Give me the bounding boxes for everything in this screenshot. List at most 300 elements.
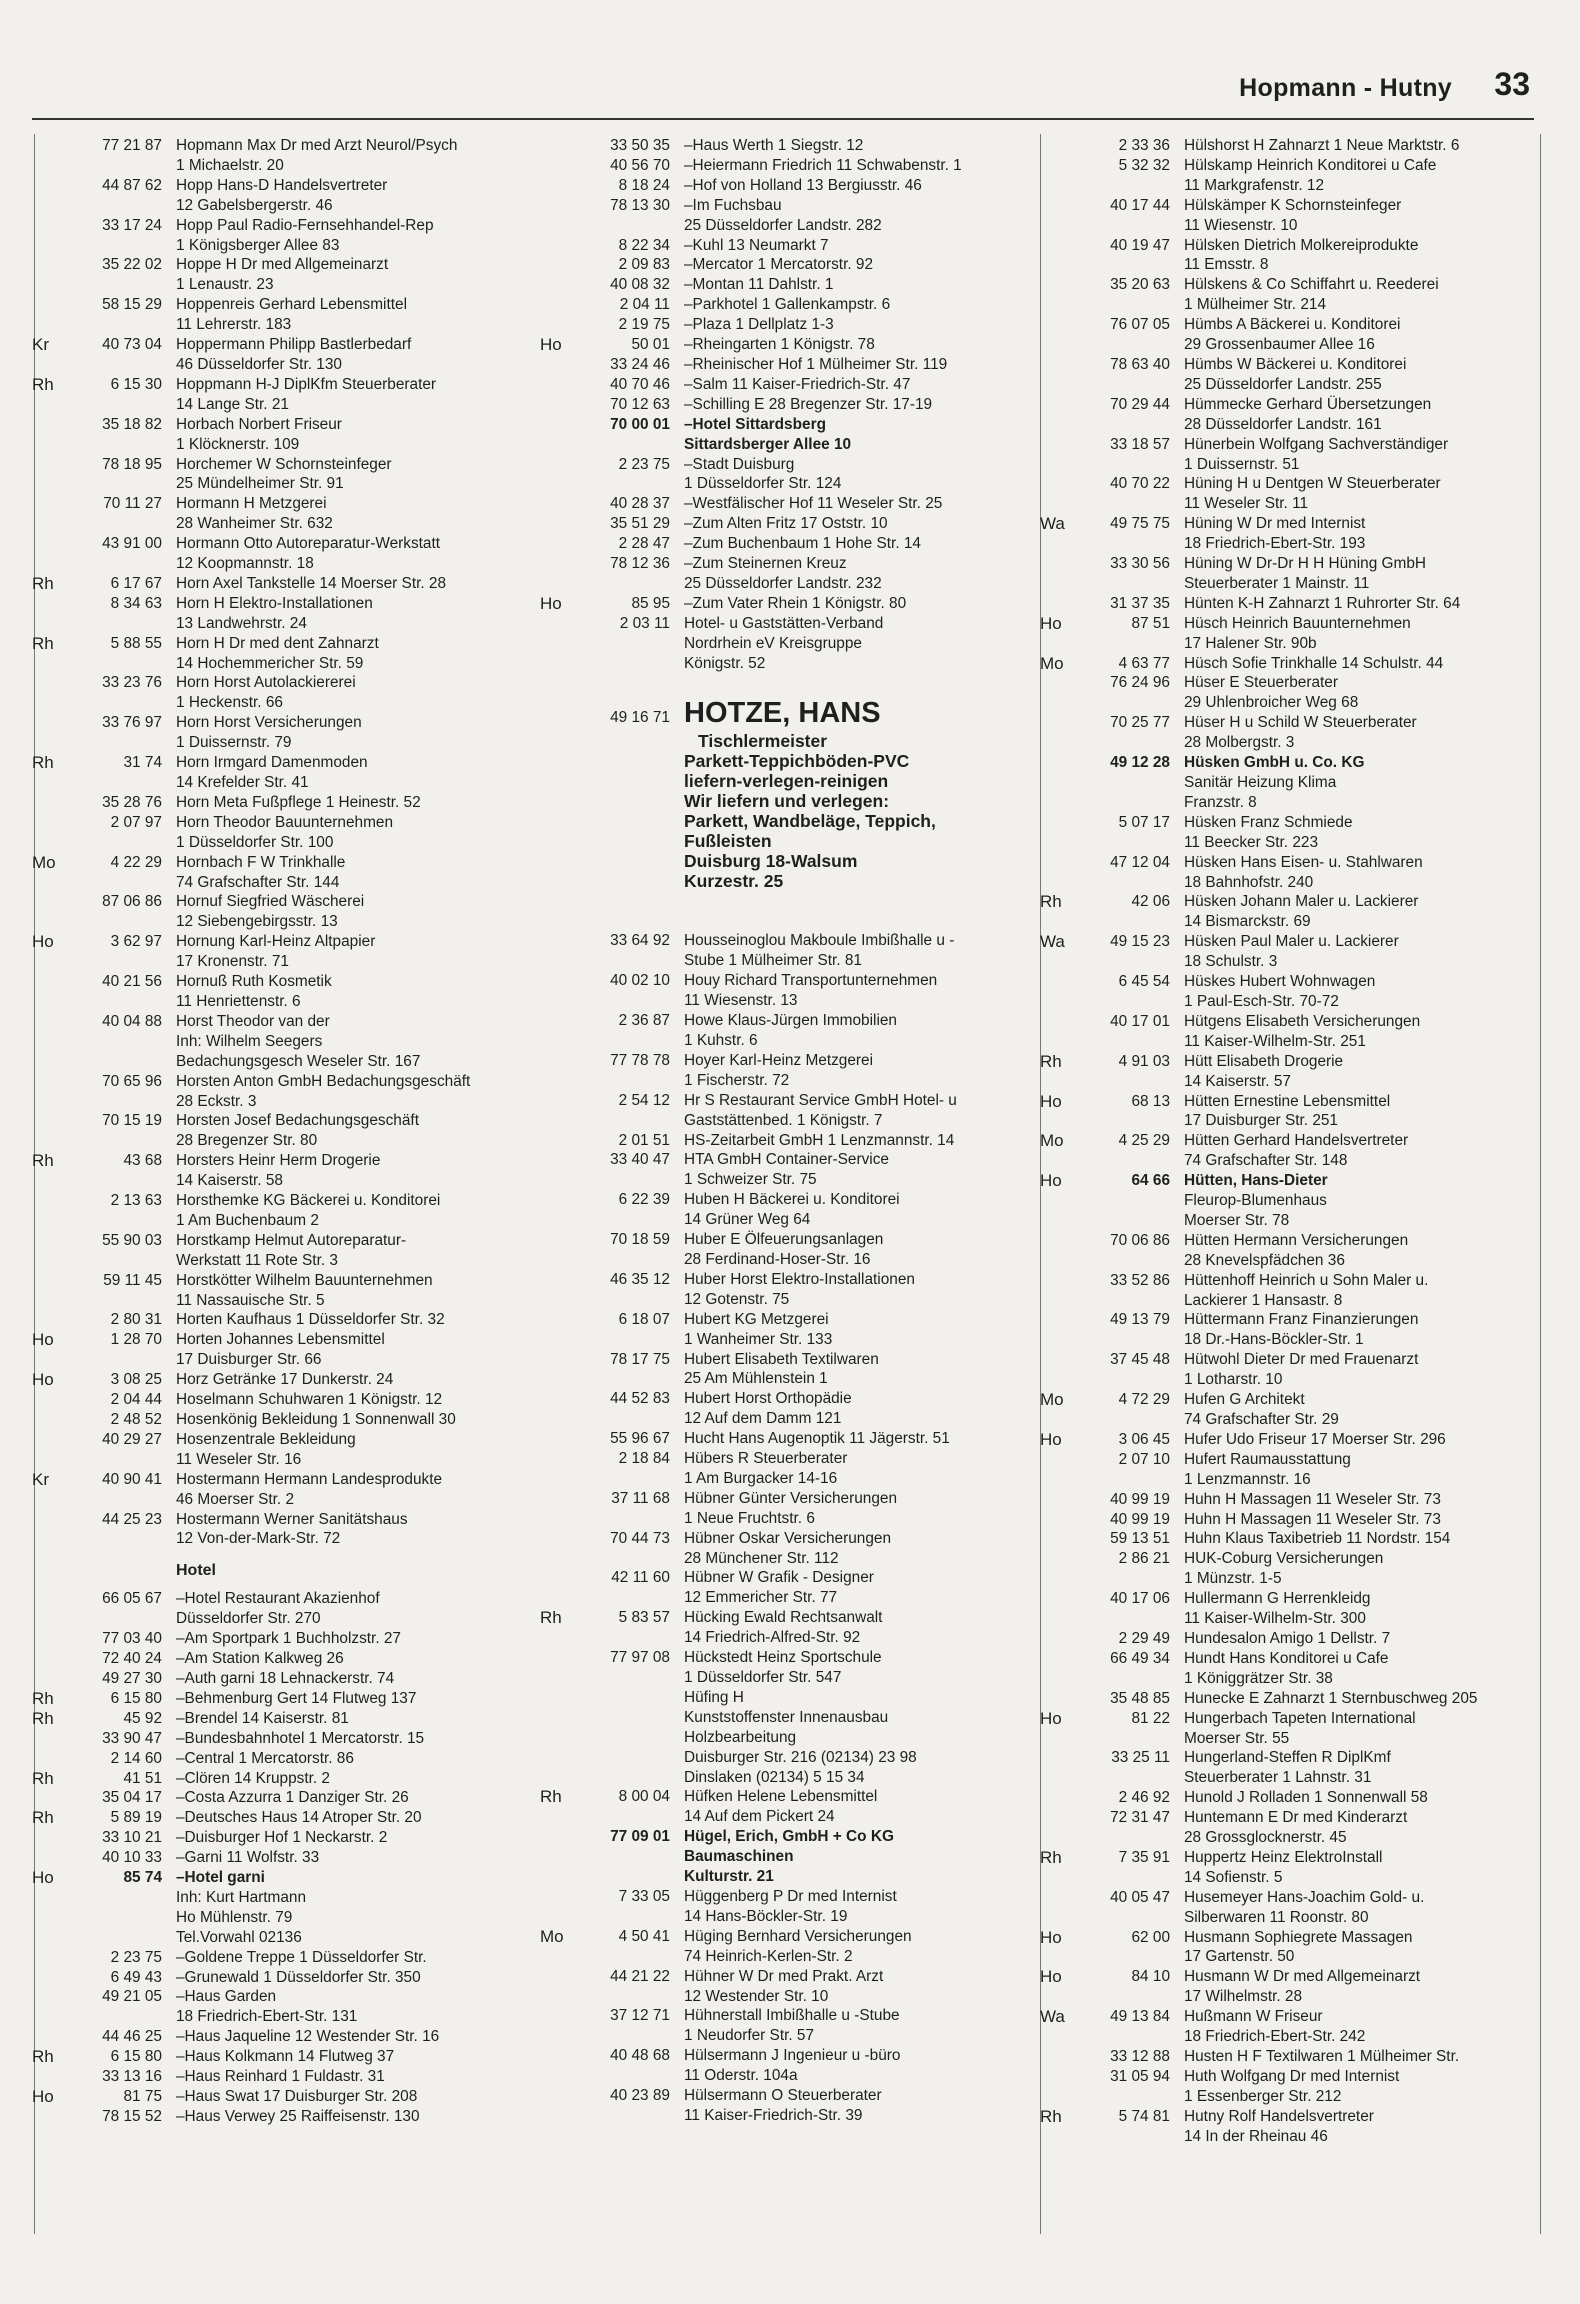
entry-text: –Heiermann Friedrich 11 Schwabenstr. 1: [684, 156, 962, 174]
phone-number: 2 07 10: [1118, 1450, 1170, 1468]
directory-entry: [32, 853, 520, 893]
phone-number: 49 13 79: [1110, 1311, 1170, 1329]
district-code: [540, 1389, 572, 1429]
page-header: [32, 60, 1534, 120]
directory-entry: [1040, 1430, 1528, 1450]
district-code: Rh: [32, 753, 54, 773]
directory-entry: [540, 375, 1028, 395]
entry-text: –Bundesbahnhotel 1 Mercatorstr. 15: [176, 1729, 425, 1747]
phone-number: 40 17 44: [1110, 196, 1170, 214]
phone-number: 66 49 34: [1110, 1649, 1170, 1667]
phone-number: 6 22 39: [618, 1191, 670, 1209]
phone-number: 2 14 60: [110, 1749, 162, 1767]
entry-text: –Am Station Kalkweg 26: [176, 1650, 344, 1668]
phone-number: 41 51: [123, 1769, 162, 1787]
directory-entry: [540, 455, 1028, 495]
directory-entry: [1040, 2047, 1528, 2067]
phone-number: 35 51 29: [610, 515, 670, 533]
phone-number: 70 06 86: [1110, 1231, 1170, 1249]
entry-text: –Grunewald 1 Düsseldorfer Str. 350: [176, 1968, 421, 1986]
district-code: Ho: [1040, 1927, 1062, 1947]
phone-number: 1 28 70: [110, 1331, 162, 1349]
phone-number: 49 75 75: [1110, 515, 1170, 533]
entry-text: Hühnerstall Imbißhalle u -Stube 1 Neudorfer Str. 57: [684, 2007, 900, 2045]
district-code: [1040, 315, 1072, 355]
directory-entry: [1040, 594, 1528, 614]
district-code: [540, 1230, 572, 1270]
district-code: [540, 156, 572, 176]
directory-entry: [1040, 1709, 1528, 1749]
entry-text: Hüfing H Kunststoffenster Innenausbau Holzbearbeitung Duisburger Str. 216 (02134) 23 98 Dinslaken (02134) 5 15 34: [684, 1688, 917, 1786]
entry-text: –Stadt Duisburg 1 Düsseldorfer Str. 124: [684, 455, 842, 493]
phone-number: 37 45 48: [1110, 1351, 1170, 1369]
directory-entry: [1040, 1848, 1528, 1888]
district-code: [1040, 1450, 1072, 1490]
directory-entry: [540, 1091, 1028, 1131]
entry-text: Horsten Josef Bedachungsgeschäft 28 Bregenzer Str. 80: [176, 1112, 419, 1150]
directory-entry: [540, 1489, 1028, 1529]
entry-text: Horn Theodor Bauunternehmen 1 Düsseldorfer Str. 100: [176, 813, 394, 851]
directory-entry: [540, 1927, 1028, 1967]
district-code: Kr: [32, 335, 49, 355]
entry-text: Hüser E Steuerberater 29 Uhlenbroicher Weg 68: [1184, 674, 1359, 712]
directory-entry: [540, 1310, 1028, 1350]
phone-number: 70 44 73: [610, 1529, 670, 1547]
entry-text: Hülsken Dietrich Molkereiprodukte 11 Emsstr. 8: [1184, 236, 1419, 274]
district-code: [32, 1310, 64, 1330]
phone-number: 4 25 29: [1118, 1132, 1170, 1150]
directory-entry: [32, 1968, 520, 1988]
phone-number: [1072, 1191, 1184, 1231]
phone-number: 4 22 29: [110, 853, 162, 871]
entry-text: Horn H Dr med dent Zahnarzt 14 Hochemmericher Str. 59: [176, 634, 379, 672]
directory-entry: [32, 1848, 520, 1868]
directory-entry: [32, 892, 520, 932]
entry-text: –Hotel garni: [176, 1869, 265, 1887]
district-code: [1040, 1191, 1072, 1231]
district-code: [540, 514, 572, 534]
phone-number: 40 23 89: [610, 2087, 670, 2105]
district-code: [540, 355, 572, 375]
phone-number: 44 87 62: [102, 176, 162, 194]
district-code: [540, 295, 572, 315]
directory-entry: [540, 136, 1028, 156]
phone-number: 3 06 45: [1118, 1430, 1170, 1448]
entry-text: Huntemann E Dr med Kinderarzt 28 Grossglocknerstr. 45: [1184, 1809, 1408, 1847]
directory-entry: [1040, 813, 1528, 853]
phone-number: 8 18 24: [618, 176, 670, 194]
phone-number: 2 19 75: [618, 316, 670, 334]
district-code: [1040, 594, 1072, 614]
district-code: Rh: [540, 1787, 562, 1807]
directory-entry: [32, 2047, 520, 2067]
entry-text: –Haus Werth 1 Siegstr. 12: [684, 137, 864, 154]
district-code: Ho: [540, 335, 562, 355]
district-code: [540, 196, 572, 236]
district-code: [32, 136, 64, 176]
directory-entry: [1040, 275, 1528, 315]
entry-text: Sanitär Heizung Klima Franzstr. 8: [1184, 774, 1337, 811]
phone-number: 37 11 68: [611, 1489, 670, 1507]
directory-entry: [540, 1887, 1028, 1927]
phone-number: 33 18 57: [1110, 435, 1170, 453]
phone-number: 2 36 87: [618, 1012, 670, 1030]
district-code: [1040, 753, 1072, 773]
district-code: [32, 1848, 64, 1868]
phone-number: 77 97 08: [610, 1649, 670, 1667]
entry-text: Hoppermann Philipp Bastlerbedarf 46 Düsseldorfer Str. 130: [176, 336, 412, 373]
phone-number: 4 72 29: [1118, 1391, 1170, 1409]
phone-number: 31 05 94: [1110, 2067, 1170, 2085]
phone-number: 40 21 56: [102, 973, 162, 991]
phone-number: 78 18 95: [102, 455, 162, 473]
phone-number: 6 15 80: [110, 1689, 162, 1707]
district-code: [1040, 355, 1072, 395]
phone-number: 31 37 35: [1110, 594, 1170, 612]
directory-entry: [1040, 1808, 1528, 1848]
phone-number: 40 99 19: [1110, 1490, 1170, 1508]
entry-text: Horsthemke KG Bäckerei u. Konditorei 1 Am Buchenbaum 2: [176, 1192, 441, 1229]
section-heading: Hotel: [176, 1562, 216, 1580]
district-code: [32, 2107, 64, 2127]
entry-text: Huppertz Heinz ElektroInstall 14 Sofienstr. 5: [1184, 1848, 1383, 1886]
district-code: [32, 1111, 64, 1151]
district-code: [32, 1430, 64, 1470]
entry-text: –Hotel Restaurant Akazienhof Düsseldorfer Str. 270: [176, 1590, 380, 1628]
district-code: Rh: [32, 374, 54, 394]
directory-entry: [1040, 1589, 1528, 1629]
entry-text: –Rheinischer Hof 1 Mülheimer Str. 119: [684, 355, 948, 373]
phone-number: 6 18 07: [618, 1310, 670, 1328]
entry-text: Hüsken Franz Schmiede 11 Beecker Str. 223: [1184, 813, 1353, 851]
district-code: [1040, 1012, 1072, 1052]
directory-entry: [540, 1449, 1028, 1489]
district-code: Ho: [32, 1330, 54, 1350]
phone-number: 33 50 35: [610, 137, 670, 154]
entry-text: Hr S Restaurant Service GmbH Hotel- u Gaststättenbed. 1 Königstr. 7: [684, 1091, 957, 1129]
directory-entry: [1040, 435, 1528, 475]
district-code: Rh: [32, 573, 54, 593]
phone-number: 5 74 81: [1118, 2107, 1170, 2125]
directory-entry: [32, 713, 520, 753]
phone-number: 84 10: [1131, 1968, 1170, 1986]
directory-entry: [540, 594, 1028, 614]
entry-text: Hühner W Dr med Prakt. Arzt 12 Westender Str. 10: [684, 1967, 884, 2005]
phone-number: 6 15 30: [110, 375, 162, 393]
district-code: [32, 1987, 64, 2027]
entry-text: Hotel- u Gaststätten-Verband Nordrhein eV Kreisgruppe Königstr. 52: [684, 614, 884, 672]
entry-text: Hopp Hans-D Handelsvertreter 12 Gabelsbergerstr. 46: [176, 176, 388, 214]
phone-number: 35 04 17: [102, 1789, 162, 1807]
directory-entry: [32, 1689, 520, 1709]
district-code: [1040, 1231, 1072, 1271]
directory-entry: [540, 1011, 1028, 1051]
entry-text: Hütten, Hans-Dieter: [1184, 1172, 1328, 1190]
directory-entry: [32, 1410, 520, 1430]
directory-entry: [540, 156, 1028, 176]
entry-text: Hübner Oskar Versicherungen 28 Münchener Str. 112: [684, 1529, 892, 1567]
district-code: [32, 793, 64, 813]
directory-entry: [32, 793, 520, 813]
column-1: [32, 136, 520, 2127]
directory-entry: [1040, 1171, 1528, 1191]
entry-text: Hopmann Max Dr med Arzt Neurol/Psych 1 Michaelstr. 20: [176, 137, 458, 174]
phone-number: 33 24 46: [610, 355, 670, 373]
phone-number: 2 04 44: [110, 1391, 162, 1409]
phone-number: 2 28 47: [618, 535, 670, 553]
phone-number: 47 12 04: [1110, 853, 1170, 871]
district-code: [540, 1350, 572, 1390]
district-code: [1040, 435, 1072, 475]
entry-text: Hoselmann Schuhwaren 1 Königstr. 12: [176, 1391, 443, 1409]
phone-number: 58 15 29: [102, 296, 162, 314]
directory-entry: [32, 594, 520, 634]
directory-entry: [32, 335, 520, 375]
entry-text: Hungerland-Steffen R DiplKmf Steuerberater 1 Lahnstr. 31: [1184, 1749, 1391, 1787]
phone-number: 2 48 52: [110, 1411, 162, 1428]
directory-entry: [1040, 2107, 1528, 2147]
phone-number: 49 13 84: [1110, 2008, 1170, 2026]
entry-text: –Haus Kolkmann 14 Flutweg 37: [176, 2048, 395, 2066]
directory-entry: [1040, 2067, 1528, 2107]
district-code: [1040, 474, 1072, 514]
directory-entry: [32, 1629, 520, 1649]
district-code: [32, 1968, 64, 1988]
ad-line: liefern-verlegen-reinigen: [684, 771, 889, 792]
district-code: Wa: [1040, 514, 1065, 534]
district-code: Rh: [32, 2047, 54, 2067]
directory-entry: [32, 534, 520, 574]
directory-entry: [540, 2046, 1028, 2086]
directory-entry: [540, 1270, 1028, 1310]
district-code: Ho: [1040, 1429, 1062, 1449]
district-code: [1040, 275, 1072, 315]
phone-number: 2 46 92: [1118, 1789, 1170, 1807]
directory-entry: [32, 1788, 520, 1808]
phone-number: 33 76 97: [102, 714, 162, 732]
district-code: [540, 176, 572, 196]
district-code: [540, 614, 572, 674]
entry-text: Howe Klaus-Jürgen Immobilien 1 Kuhstr. 6: [684, 1012, 897, 1049]
ad-name: HOTZE, HANS: [684, 697, 881, 730]
phone-number: 55 90 03: [102, 1231, 162, 1249]
district-code: [32, 455, 64, 495]
district-code: Rh: [32, 1808, 54, 1828]
phone-number: 8 00 04: [618, 1788, 670, 1806]
entry-text: Hüging Bernhard Versicherungen 74 Heinrich-Kerlen-Str. 2: [684, 1927, 912, 1965]
directory-entry: [32, 1589, 520, 1629]
district-code: [1040, 395, 1072, 435]
phone-number: 40 28 37: [610, 495, 670, 513]
district-code: [540, 1568, 572, 1608]
phone-number: 43 91 00: [102, 535, 162, 553]
entry-text: –Montan 11 Dahlstr. 1: [684, 276, 834, 294]
phone-number: [1072, 773, 1184, 813]
directory-entry: [540, 1051, 1028, 1091]
district-code: [32, 255, 64, 295]
entry-text: Horn Horst Versicherungen 1 Duissernstr. 79: [176, 714, 362, 752]
directory-entry: [1040, 136, 1528, 156]
directory-entry: [1040, 1490, 1528, 1510]
entry-text: –Auth garni 18 Lehnackerstr. 74: [176, 1669, 395, 1687]
phone-number: 40 08 32: [610, 276, 670, 294]
district-code: [1040, 1808, 1072, 1848]
entry-text: Horn H Elektro-Installationen 13 Landwehrstr. 24: [176, 594, 373, 632]
entry-text: Hormann H Metzgerei 28 Wanheimer Str. 632: [176, 495, 333, 533]
entry-text: Horstkamp Helmut Autoreparatur- Werkstatt 11 Rote Str. 3: [176, 1231, 407, 1269]
entry-text: Houy Richard Transportunternehmen 11 Wiesenstr. 13: [684, 972, 938, 1010]
entry-text: –Parkhotel 1 Gallenkampstr. 6: [684, 296, 891, 314]
district-code: [540, 1051, 572, 1091]
district-code: [1040, 1529, 1072, 1549]
entry-text: Hüsken Johann Maler u. Lackierer 14 Bismarckstr. 69: [1184, 893, 1419, 931]
district-code: [32, 594, 64, 634]
directory-entry: [32, 813, 520, 853]
phone-number: 2 86 21: [1118, 1550, 1170, 1568]
directory-entry: [1040, 1510, 1528, 1530]
phone-number: 4 63 77: [1118, 654, 1170, 672]
district-code: [540, 2006, 572, 2046]
phone-number: 4 50 41: [618, 1927, 670, 1945]
phone-number: 70 12 63: [610, 395, 670, 413]
directory-entry: [32, 494, 520, 534]
phone-number: 72 40 24: [102, 1650, 162, 1668]
entry-text: –Schilling E 28 Bregenzer Str. 17-19: [684, 395, 933, 413]
district-code: Mo: [32, 852, 56, 872]
phone-number: 62 00: [1131, 1928, 1170, 1946]
entry-text: –Hotel Sittardsberg Sittardsberger Allee 10: [684, 415, 852, 453]
district-code: [1040, 1350, 1072, 1390]
directory-entry: [540, 614, 1028, 674]
phone-number: 2 80 31: [110, 1311, 162, 1329]
phone-number: 42 06: [1131, 893, 1170, 911]
phone-number: 6 15 80: [110, 2048, 162, 2066]
district-code: [540, 1688, 572, 1788]
directory-entry: [540, 196, 1028, 236]
directory-entry: [540, 176, 1028, 196]
district-code: [540, 2086, 572, 2126]
directory-entry: [540, 415, 1028, 455]
phone-number: 2 23 75: [110, 1948, 162, 1966]
district-code: [1040, 1510, 1072, 1530]
district-code: [32, 415, 64, 455]
district-code: [540, 1529, 572, 1569]
district-code: [32, 813, 64, 853]
phone-number: 77 03 40: [102, 1630, 162, 1648]
entry-text: –Goldene Treppe 1 Düsseldorfer Str.: [176, 1948, 427, 1966]
district-code: [1040, 156, 1072, 196]
entry-text: Horn Horst Autolackiererei 1 Heckenstr. 66: [176, 674, 356, 712]
ad-phone: 49 16 71: [610, 709, 670, 727]
directory-entry: [540, 335, 1028, 355]
district-code: Rh: [32, 633, 54, 653]
district-code: [32, 713, 64, 753]
district-code: [32, 673, 64, 713]
directory-entry: [540, 1190, 1028, 1230]
directory-entry: [540, 255, 1028, 275]
district-code: Ho: [32, 1868, 54, 1888]
district-code: [1040, 853, 1072, 893]
directory-entry: [1040, 1012, 1528, 1052]
phone-number: 40 56 70: [610, 156, 670, 174]
directory-entry: [540, 1529, 1028, 1569]
district-code: [540, 554, 572, 594]
entry-text: –Hof von Holland 13 Bergiusstr. 46: [684, 176, 922, 194]
phone-number: 87 06 86: [102, 893, 162, 911]
directory-entry: [540, 1389, 1028, 1429]
entry-text: Hoyer Karl-Heinz Metzgerei 1 Fischerstr. 72: [684, 1051, 874, 1089]
district-code: [540, 971, 572, 1011]
district-code: Ho: [1040, 1708, 1062, 1728]
entry-text: Hülskämper K Schornsteinfeger 11 Wiesenstr. 10: [1184, 196, 1402, 234]
phone-number: 49 21 05: [102, 1988, 162, 2006]
directory-entry: [540, 1131, 1028, 1151]
entry-text: Fleurop-Blumenhaus Moerser Str. 78: [1184, 1192, 1327, 1229]
district-code: Kr: [32, 1469, 49, 1489]
directory-entry: [1040, 1928, 1528, 1968]
directory-entry: [540, 1150, 1028, 1190]
directory-entry: [540, 554, 1028, 594]
district-code: [540, 1011, 572, 1051]
entry-text: Hügel, Erich, GmbH + Co KG Baumaschinen Kulturstr. 21: [684, 1828, 894, 1886]
district-code: [540, 1270, 572, 1310]
entry-text: Husemeyer Hans-Joachim Gold- u. Silberwaren 11 Roonstr. 80: [1184, 1888, 1425, 1926]
district-code: [540, 1449, 572, 1489]
entry-text: Hünerbein Wolfgang Sachverständiger 1 Duissernstr. 51: [1184, 435, 1449, 473]
phone-number: 40 05 47: [1110, 1888, 1170, 1906]
phone-number: 85 74: [123, 1869, 162, 1887]
phone-number: 77 21 87: [102, 137, 162, 154]
directory-entry: [1040, 1748, 1528, 1788]
directory-entry: [540, 1967, 1028, 2007]
hotel-list-continued: [540, 136, 1028, 673]
directory-entry: [32, 1769, 520, 1789]
entry-text: Husmann Sophiegrete Massagen 17 Gartenstr. 50: [1184, 1928, 1413, 1966]
phone-number: 8 22 34: [618, 236, 670, 254]
entry-text: Hufert Raumausstattung 1 Lenzmannstr. 16: [1184, 1450, 1351, 1488]
directory-entry: [32, 1151, 520, 1191]
phone-number: [64, 1888, 176, 1948]
directory-entry: [32, 1231, 520, 1271]
directory-entry: [1040, 892, 1528, 932]
phone-number: 33 90 47: [102, 1729, 162, 1747]
column-rule: [1540, 134, 1541, 2234]
directory-entry: [1040, 1629, 1528, 1649]
entry-text: –Mercator 1 Mercatorstr. 92: [684, 256, 874, 274]
district-code: [32, 1410, 64, 1430]
entry-text: Horsten Anton GmbH Bedachungsgeschäft 28 Eckstr. 3: [176, 1072, 471, 1110]
directory-entry: [540, 236, 1028, 256]
district-code: [1040, 554, 1072, 594]
entry-text: Hoppmann H-J DiplKfm Steuerberater 14 Lange Str. 21: [176, 375, 437, 413]
entry-text: –Duisburger Hof 1 Neckarstr. 2: [176, 1829, 388, 1847]
phone-number: 6 17 67: [110, 574, 162, 592]
entry-text: Hoppenreis Gerhard Lebensmittel 11 Lehrerstr. 183: [176, 296, 407, 334]
directory-entry: [1040, 1310, 1528, 1350]
phone-number: 76 24 96: [1110, 674, 1170, 692]
district-code: Ho: [32, 1370, 54, 1390]
directory-entry: [32, 455, 520, 495]
directory-entry: [32, 753, 520, 793]
directory-entry: [1040, 1350, 1528, 1390]
entry-text: Huth Wolfgang Dr med Internist 1 Essenberger Str. 212: [1184, 2067, 1400, 2105]
entry-text: HTA GmbH Container-Service 1 Schweizer Str. 75: [684, 1151, 889, 1189]
entry-text: Hornung Karl-Heinz Altpapier 17 Kronenstr. 71: [176, 933, 376, 971]
entry-text: –Garni 11 Wolfstr. 33: [176, 1849, 320, 1867]
phone-number: 40 04 88: [102, 1012, 162, 1030]
entry-text: Hundesalon Amigo 1 Dellstr. 7: [1184, 1629, 1391, 1647]
directory-entry: [540, 395, 1028, 415]
